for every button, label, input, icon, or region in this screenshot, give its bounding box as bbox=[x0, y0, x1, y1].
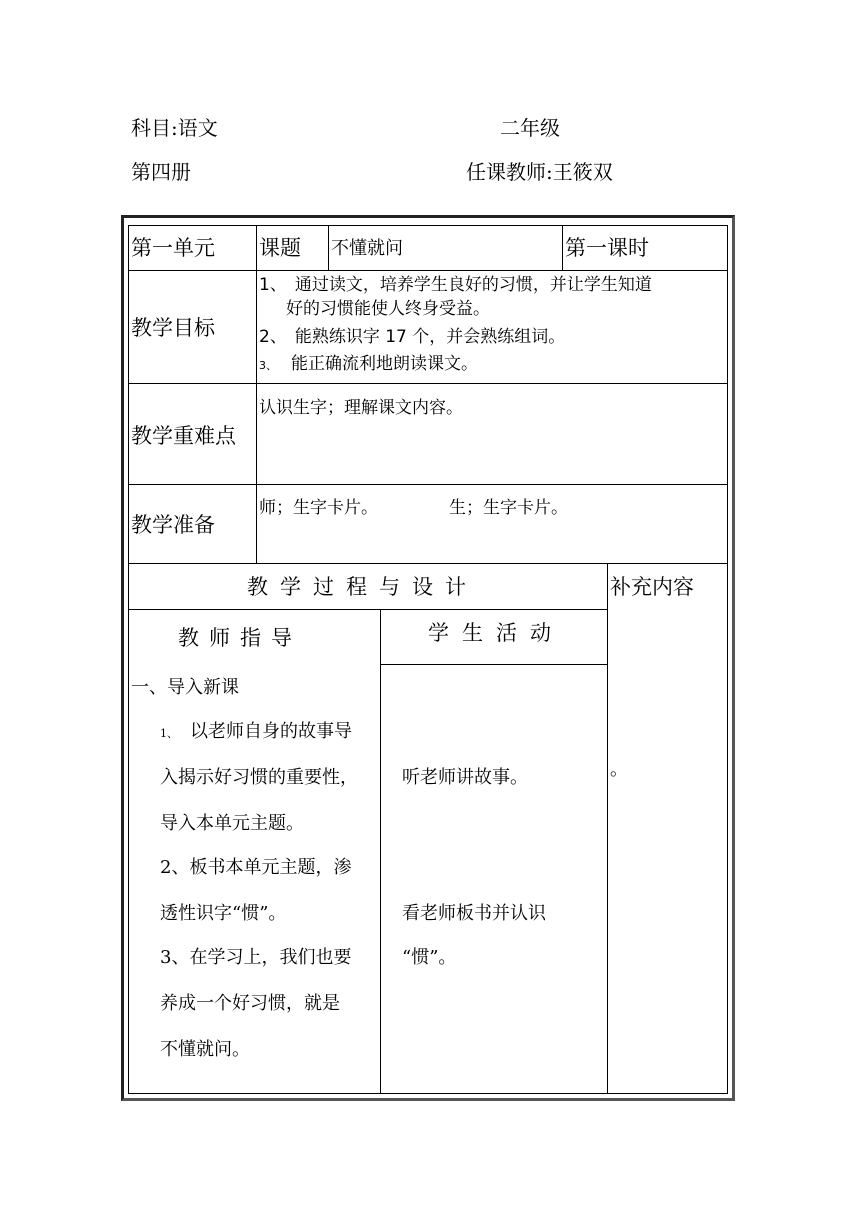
step-3-line-2: 养成一个好习惯，就是 bbox=[160, 993, 340, 1014]
subject-label: 科目: bbox=[131, 116, 178, 140]
teacher-label: 任课教师: bbox=[466, 160, 553, 184]
teacher-column-header: 教师指导 bbox=[178, 626, 302, 650]
key-points-text: 认识生字；理解课文内容。 bbox=[259, 398, 463, 418]
objective-2: 2、 能熟练识字 17 个，并会熟练组词。 bbox=[259, 327, 566, 347]
topic-value: 不懂就问 bbox=[331, 238, 403, 259]
preparation-teacher: 师；生字卡片。 bbox=[259, 498, 378, 518]
period-cell: 第一课时 bbox=[565, 236, 649, 260]
step-3-line-1: 3、在学习上，我们也要 bbox=[160, 947, 352, 968]
step-1-line-2: 入揭示好习惯的重要性， bbox=[160, 767, 358, 788]
student-activity-1: 听老师讲故事。 bbox=[402, 767, 528, 788]
student-column-header: 学生活动 bbox=[428, 621, 564, 645]
student-activity-3: “惯”。 bbox=[402, 947, 457, 968]
supplement-header: 补充内容 bbox=[610, 575, 694, 599]
objective-3: 3、 能正确流利地朗读课文。 bbox=[259, 354, 478, 374]
objective-1: 1、 通过读文，培养学生良好的习惯，并让学生知道 bbox=[259, 275, 652, 295]
grade: 二年级 bbox=[500, 116, 560, 140]
key-points-label: 教学重难点 bbox=[131, 424, 236, 448]
step-2-line-1: 2、板书本单元主题，渗 bbox=[160, 857, 352, 878]
student-activity-2: 看老师板书并认识 bbox=[402, 903, 546, 924]
step-1-line-1: 1、 以老师自身的故事导 bbox=[160, 721, 352, 742]
process-title: 教学过程与设计 bbox=[247, 575, 478, 599]
step-2-line-2: 透性识字“惯”。 bbox=[160, 903, 287, 924]
section-title: 一、导入新课 bbox=[131, 677, 239, 698]
subject-line bbox=[131, 116, 218, 140]
teacher-line bbox=[466, 160, 613, 184]
step-1-line-3: 导入本单元主题。 bbox=[160, 813, 304, 834]
volume: 第四册 bbox=[131, 160, 191, 184]
topic-label: 课题 bbox=[259, 236, 301, 260]
objective-1-cont: 好的习惯能使人终身受益。 bbox=[286, 299, 490, 319]
step-3-line-3: 不懂就问。 bbox=[160, 1039, 250, 1060]
supplement-text: 。 bbox=[610, 759, 628, 780]
objectives-label: 教学目标 bbox=[131, 316, 215, 340]
preparation-label: 教学准备 bbox=[131, 513, 215, 537]
teacher-name: 王筱双 bbox=[552, 160, 613, 184]
preparation-student: 生；生字卡片。 bbox=[449, 498, 568, 518]
unit-cell: 第一单元 bbox=[131, 236, 215, 260]
subject-value: 语文 bbox=[177, 116, 218, 140]
